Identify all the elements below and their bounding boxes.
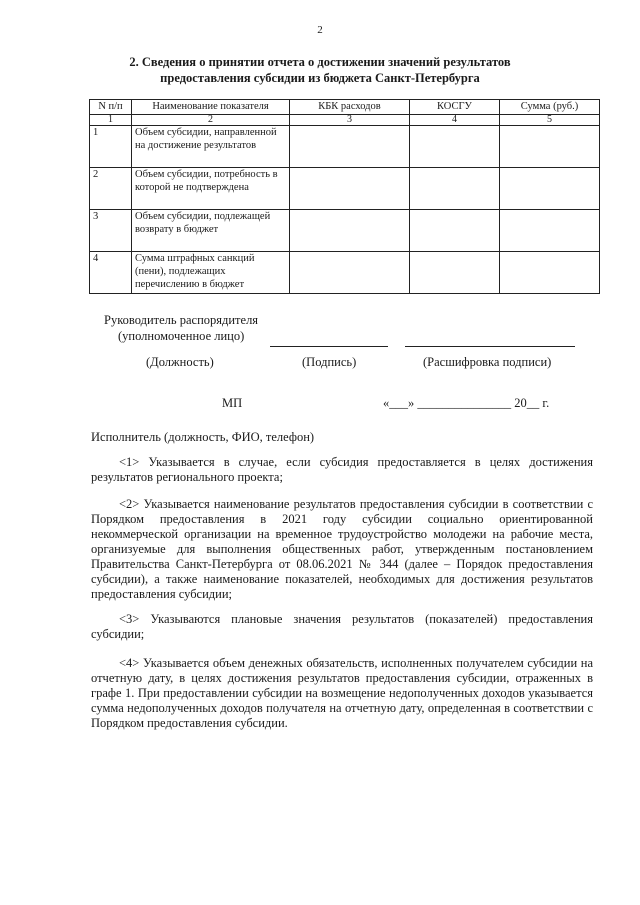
header-kbk: КБК расходов (290, 100, 410, 115)
kosgu-cell (410, 210, 500, 252)
section-title-line1: 2. Сведения о принятии отчета о достижении значений результатов (129, 55, 511, 69)
column-number: 5 (500, 115, 600, 126)
kosgu-cell (410, 168, 500, 210)
table-row (90, 168, 600, 210)
note-4-text: <4> Указывается объем денежных обязательств, исполненных получателем субсидии на отчетную дату, в целях достижения результатов предоставления субсидии, отраженных в графе 1. При предоставлении субсидии на возмещение недополученных доходов указывается сумма недополученных доходов получателя на отчетную дату, определенная в соответствии с Порядком предоставления субсидии. (91, 656, 593, 730)
kosgu-cell (410, 252, 500, 294)
column-number: 2 (132, 115, 290, 126)
position-label: (Должность) (146, 355, 214, 369)
note-2 (91, 497, 593, 602)
note-3 (91, 612, 593, 642)
amount-cell (500, 126, 600, 168)
note-2-text: <2> Указывается наименование результатов предоставления субсидии в соответствии с Порядком предоставления в 2021 году субсидии социально ориентированной некоммерческой организации на временное трудоустройство молодежи на рабочие места, организуемые для выполнения общественных работ, утвержденным постановлением Правительства Санкт-Петербурга от 08.06.2021 № 344 (далее – Порядок предоставления субсидии), а также наименование показателей, необходимых для достижения результатов предоставления субсидии; (91, 497, 593, 601)
indicator-name: Объем субсидии, потребность в которой не подтверждена (132, 168, 290, 210)
column-number: 4 (410, 115, 500, 126)
executor-line: Исполнитель (должность, ФИО, телефон) (91, 430, 315, 444)
note-1-text: <1> Указывается в случае, если субсидия предоставляется в целях достижения результатов регионального проекта; (91, 455, 593, 484)
row-number: 2 (90, 168, 132, 210)
section-title (0, 54, 640, 86)
head-title-line2: (уполномоченное лицо) (118, 329, 245, 343)
kbk-cell (290, 126, 410, 168)
date-line: «___» _______________ 20__ г. (383, 396, 550, 410)
signature-line (270, 346, 388, 347)
kbk-cell (290, 252, 410, 294)
kbk-cell (290, 168, 410, 210)
decode-label: (Расшифровка подписи) (423, 355, 552, 369)
row-number: 4 (90, 252, 132, 294)
header-amount: Сумма (руб.) (500, 100, 600, 115)
header-kosgu: КОСГУ (410, 100, 500, 115)
column-number-row (90, 115, 600, 126)
amount-cell (500, 252, 600, 294)
header-num: N п/п (90, 100, 132, 115)
indicator-name: Сумма штрафных санкций (пени), подлежащих перечислению в бюджет (132, 252, 290, 294)
indicator-name: Объем субсидии, направленной на достижение результатов (132, 126, 290, 168)
column-number: 3 (290, 115, 410, 126)
indicator-name: Объем субсидии, подлежащей возврату в бюджет (132, 210, 290, 252)
column-number: 1 (90, 115, 132, 126)
row-number: 1 (90, 126, 132, 168)
table-row (90, 126, 600, 168)
table-header-row (90, 100, 600, 115)
note-4 (91, 656, 593, 731)
table-row (90, 252, 600, 294)
page-number: 2 (317, 24, 323, 36)
stamp-label: МП (222, 396, 243, 410)
head-title-line1: Руководитель распорядителя (104, 313, 259, 327)
note-3-text: <3> Указываются плановые значения результатов (показателей) предоставления субсидии; (91, 612, 593, 641)
decode-line (405, 346, 575, 347)
signature-label: (Подпись) (302, 355, 357, 369)
row-number: 3 (90, 210, 132, 252)
report-table (89, 99, 600, 294)
amount-cell (500, 168, 600, 210)
kbk-cell (290, 210, 410, 252)
header-indicator-name: Наименование показателя (132, 100, 290, 115)
kosgu-cell (410, 126, 500, 168)
section-title-line2: предоставления субсидии из бюджета Санкт-Петербурга (160, 71, 480, 85)
note-1 (91, 455, 593, 485)
amount-cell (500, 210, 600, 252)
table-row (90, 210, 600, 252)
